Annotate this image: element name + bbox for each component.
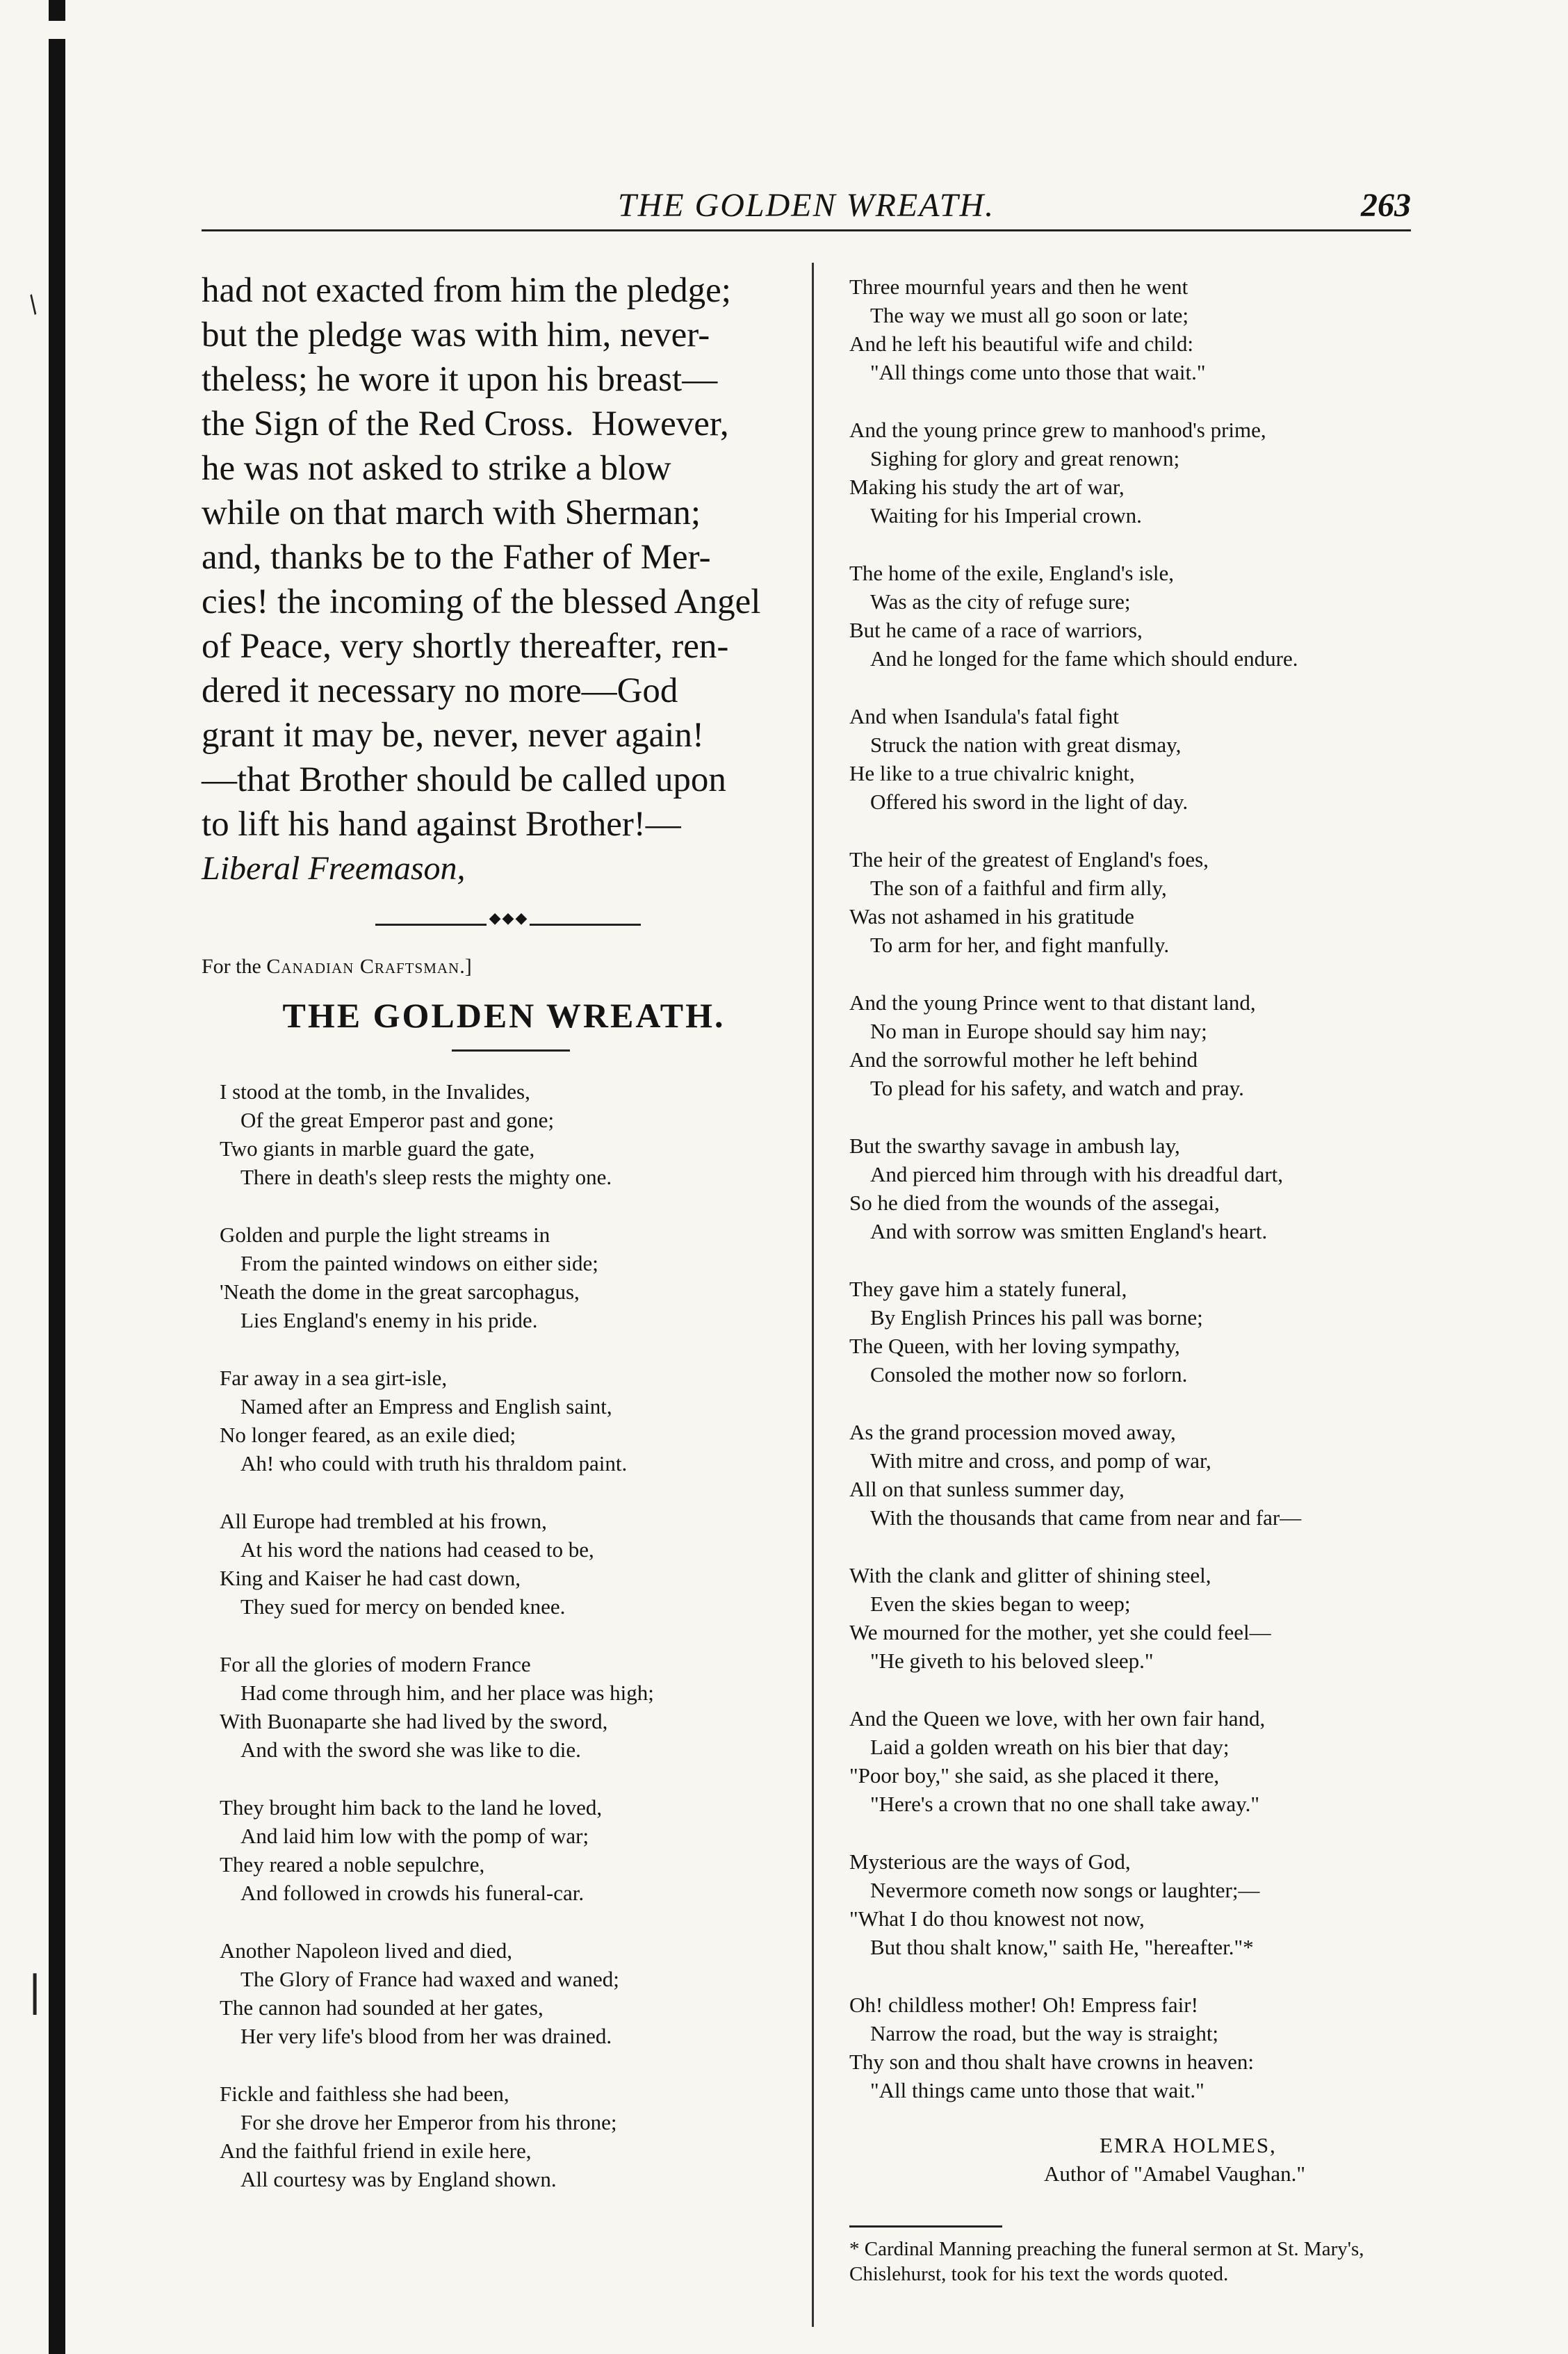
verse-line: And laid him low with the pomp of war; — [240, 1824, 589, 1848]
prose-lines — [202, 268, 806, 847]
verse-line: The cannon had sounded at her gates, — [220, 1995, 544, 2020]
poem-column-left — [220, 1077, 803, 2223]
prose-line: —that Brother should be called upon — [202, 760, 726, 799]
prose-line: had not exacted from him the pledge; — [202, 271, 731, 310]
verse-line: Nevermore cometh now songs or laughter;— — [870, 1878, 1260, 1902]
column-divider — [812, 263, 814, 2327]
stanza — [849, 1561, 1419, 1675]
poem-right-stanzas — [849, 272, 1419, 2104]
prose-line: to lift his hand against Brother!— — [202, 805, 681, 844]
verse-line: They reared a noble sepulchre, — [220, 1852, 485, 1877]
verse-line: And the young prince grew to manhood's prime, — [849, 418, 1266, 442]
stanza — [220, 1077, 803, 1191]
margin-scribble: | — [28, 1967, 42, 2016]
verse-line: Had come through him, and her place was high; — [240, 1681, 654, 1705]
footnote-rule — [849, 2225, 1002, 2228]
title-rule — [452, 1049, 570, 1052]
prose-line: but the pledge was with him, never- — [202, 316, 710, 354]
verse-line: The home of the exile, England's isle, — [849, 561, 1175, 585]
margin-tick: / — [22, 290, 44, 319]
verse-line: Two giants in marble guard the gate, — [220, 1136, 535, 1161]
prose-continuation — [202, 268, 806, 891]
verse-line: Fickle and faithless she had been, — [220, 2082, 509, 2106]
stanza — [849, 272, 1419, 386]
verse-line: And the sorrowful mother he left behind — [849, 1047, 1198, 1072]
verse-line: But the swarthy savage in ambush lay, — [849, 1134, 1180, 1158]
verse-line: And with sorrow was smitten England's heart. — [870, 1219, 1268, 1243]
verse-line: All Europe had trembled at his frown, — [220, 1509, 547, 1533]
prose-line: while on that march with Sherman; — [202, 493, 701, 532]
verse-line: By English Princes his pall was borne; — [870, 1305, 1203, 1330]
verse-line: "Poor boy," she said, as she placed it there, — [849, 1763, 1220, 1788]
verse-line: They brought him back to the land he loved, — [220, 1795, 603, 1820]
stanza — [849, 1275, 1419, 1389]
credit-publication: Canadian Craftsman — [266, 955, 460, 978]
verse-line: The heir of the greatest of England's foes, — [849, 847, 1209, 872]
ornament-line-right — [530, 924, 641, 926]
stanza — [849, 1131, 1419, 1245]
binding-edge-gap — [49, 21, 65, 39]
verse-line: I stood at the tomb, in the Invalides, — [220, 1079, 530, 1104]
verse-line: The son of a faithful and firm ally, — [870, 876, 1167, 900]
publication-credit — [202, 955, 472, 979]
prose-line: grant it may be, never, never again! — [202, 716, 704, 755]
section-ornament — [375, 909, 639, 931]
verse-line: Offered his sword in the light of day. — [870, 790, 1189, 814]
verse-line: And the faithful friend in exile here, — [220, 2139, 532, 2163]
verse-line: They sued for mercy on bended knee. — [240, 1594, 566, 1619]
prose-line: the Sign of the Red Cross. However, — [202, 404, 729, 443]
poem-title: THE GOLDEN WREATH. — [282, 996, 726, 1035]
poem-column-right — [849, 272, 1419, 2188]
ornament-line-left — [375, 924, 487, 926]
verse-line: And he longed for the fame which should endure. — [870, 646, 1298, 671]
verse-line: Making his study the art of war, — [849, 475, 1125, 499]
verse-line: All courtesy was by England shown. — [240, 2167, 557, 2191]
verse-line: He like to a true chivalric knight, — [849, 761, 1135, 785]
verse-line: No longer feared, as an exile died; — [220, 1423, 516, 1447]
verse-line: "All things come unto those that wait." — [870, 360, 1206, 384]
prose-line: he was not asked to strike a blow — [202, 449, 671, 488]
verse-line: And he left his beautiful wife and child: — [849, 332, 1194, 356]
stanza — [849, 845, 1419, 959]
verse-line: Even the skies began to weep; — [870, 1592, 1131, 1616]
running-header — [202, 186, 1411, 231]
stanza — [849, 1418, 1419, 1532]
verse-line: As the grand procession moved away, — [849, 1420, 1176, 1444]
verse-line: Golden and purple the light streams in — [220, 1223, 550, 1247]
verse-line: 'Neath the dome in the great sarcophagus, — [220, 1280, 580, 1304]
ornament-diamonds: ◆◆◆ — [489, 909, 529, 926]
verse-line: There in death's sleep rests the mighty one. — [240, 1165, 612, 1189]
verse-line: With Buonaparte she had lived by the sword, — [220, 1709, 608, 1733]
stanza — [220, 1507, 803, 1621]
verse-line: We mourned for the mother, yet she could feel— — [849, 1620, 1271, 1644]
credit-suffix: .] — [459, 955, 472, 978]
prose-line: cies! the incoming of the blessed Angel — [202, 582, 761, 621]
verse-line: Consoled the mother now so forlorn. — [870, 1362, 1188, 1387]
page-number: 263 — [1361, 187, 1411, 224]
verse-line: Of the great Emperor past and gone; — [240, 1108, 555, 1132]
verse-line: "What I do thou knowest not now, — [849, 1906, 1145, 1931]
verse-line: From the painted windows on either side; — [240, 1251, 598, 1275]
author-name: EMRA HOLMES, — [1100, 2133, 1277, 2157]
verse-line: King and Kaiser he had cast down, — [220, 1566, 521, 1590]
verse-line: "All things came unto those that wait." — [870, 2078, 1204, 2102]
stanza — [220, 2079, 803, 2193]
verse-line: And when Isandula's fatal fight — [849, 704, 1119, 728]
verse-line: Far away in a sea girt-isle, — [220, 1366, 448, 1390]
footnote: * Cardinal Manning preaching the funeral sermon at St. Mary's, Chislehurst, took for his text the words quoted. — [849, 2238, 1364, 2285]
verse-line: Was as the city of refuge sure; — [870, 589, 1131, 614]
verse-line: To plead for his safety, and watch and pray. — [870, 1076, 1244, 1100]
stanza — [849, 702, 1419, 816]
verse-line: Another Napoleon lived and died, — [220, 1938, 512, 1963]
verse-line: Laid a golden wreath on his bier that day; — [870, 1735, 1230, 1759]
verse-line: The Glory of France had waxed and waned; — [240, 1967, 619, 1991]
stanza — [220, 1793, 803, 1907]
verse-line: So he died from the wounds of the assegai, — [849, 1191, 1220, 1215]
verse-line: Narrow the road, but the way is straight; — [870, 2021, 1219, 2045]
verse-line: "Here's a crown that no one shall take away." — [870, 1792, 1259, 1816]
verse-line: And with the sword she was like to die. — [240, 1738, 581, 1762]
verse-line: To arm for her, and fight manfully. — [870, 933, 1170, 957]
stanza — [849, 988, 1419, 1102]
verse-line: Struck the nation with great dismay, — [870, 733, 1182, 757]
verse-line: No man in Europe should say him nay; — [870, 1019, 1207, 1043]
verse-line: And the Queen we love, with her own fair hand, — [849, 1706, 1266, 1731]
verse-line: With the thousands that came from near and far— — [870, 1505, 1302, 1530]
author-note: Author of "Amabel Vaughan." — [1044, 2161, 1305, 2186]
poem-signature — [849, 2131, 1419, 2188]
stanza — [849, 1847, 1419, 1961]
stanza — [849, 1704, 1419, 1818]
prose-line: theless; he wore it upon his breast— — [202, 360, 718, 399]
verse-line: Oh! childless mother! Oh! Empress fair! — [849, 1993, 1198, 2017]
verse-line: Waiting for his Imperial crown. — [870, 503, 1142, 528]
verse-line: Three mournful years and then he went — [849, 275, 1189, 299]
stanza — [849, 1991, 1419, 2104]
verse-line: All on that sunless summer day, — [849, 1477, 1125, 1501]
verse-line: For all the glories of modern France — [220, 1652, 531, 1676]
prose-line: dered it necessary no more—God — [202, 671, 678, 710]
verse-line: Mysterious are the ways of God, — [849, 1849, 1131, 1874]
verse-line: Lies England's enemy in his pride. — [240, 1308, 538, 1332]
credit-prefix: For the — [202, 955, 267, 978]
stanza — [220, 1936, 803, 2050]
verse-line: At his word the nations had ceased to be, — [240, 1537, 594, 1562]
verse-line: Named after an Empress and English saint, — [240, 1394, 612, 1419]
verse-line: Thy son and thou shalt have crowns in heaven: — [849, 2050, 1254, 2074]
prose-line: of Peace, very shortly thereafter, ren- — [202, 627, 729, 666]
stanza — [220, 1220, 803, 1334]
verse-line: With the clank and glitter of shining steel, — [849, 1563, 1211, 1587]
verse-line: And the young Prince went to that distant land, — [849, 990, 1256, 1015]
verse-line: Her very life's blood from her was drained. — [240, 2024, 612, 2048]
running-title: THE GOLDEN WREATH. — [617, 187, 995, 224]
verse-line: But thou shalt know," saith He, "hereafter."* — [870, 1935, 1254, 1959]
verse-line: Was not ashamed in his gratitude — [849, 904, 1134, 929]
verse-line: With mitre and cross, and pomp of war, — [870, 1448, 1211, 1473]
verse-line: "He giveth to his beloved sleep." — [870, 1649, 1154, 1673]
verse-line: But he came of a race of warriors, — [849, 618, 1143, 642]
stanza — [849, 416, 1419, 530]
verse-line: Sighing for glory and great renown; — [870, 446, 1180, 471]
verse-line: For she drove her Emperor from his throne; — [240, 2110, 617, 2134]
verse-line: They gave him a stately funeral, — [849, 1277, 1127, 1301]
prose-line: and, thanks be to the Father of Mer- — [202, 538, 711, 577]
stanza — [849, 559, 1419, 673]
stanza — [220, 1650, 803, 1764]
verse-line: And pierced him through with his dreadful dart, — [870, 1162, 1284, 1186]
verse-line: Ah! who could with truth his thraldom paint. — [240, 1451, 628, 1476]
verse-line: The way we must all go soon or late; — [870, 303, 1189, 327]
prose-source: Liberal Freemason, — [202, 850, 466, 887]
verse-line: And followed in crowds his funeral-car. — [240, 1881, 585, 1905]
stanza — [220, 1364, 803, 1478]
verse-line: The Queen, with her loving sympathy, — [849, 1334, 1180, 1358]
binding-edge — [49, 0, 65, 2354]
